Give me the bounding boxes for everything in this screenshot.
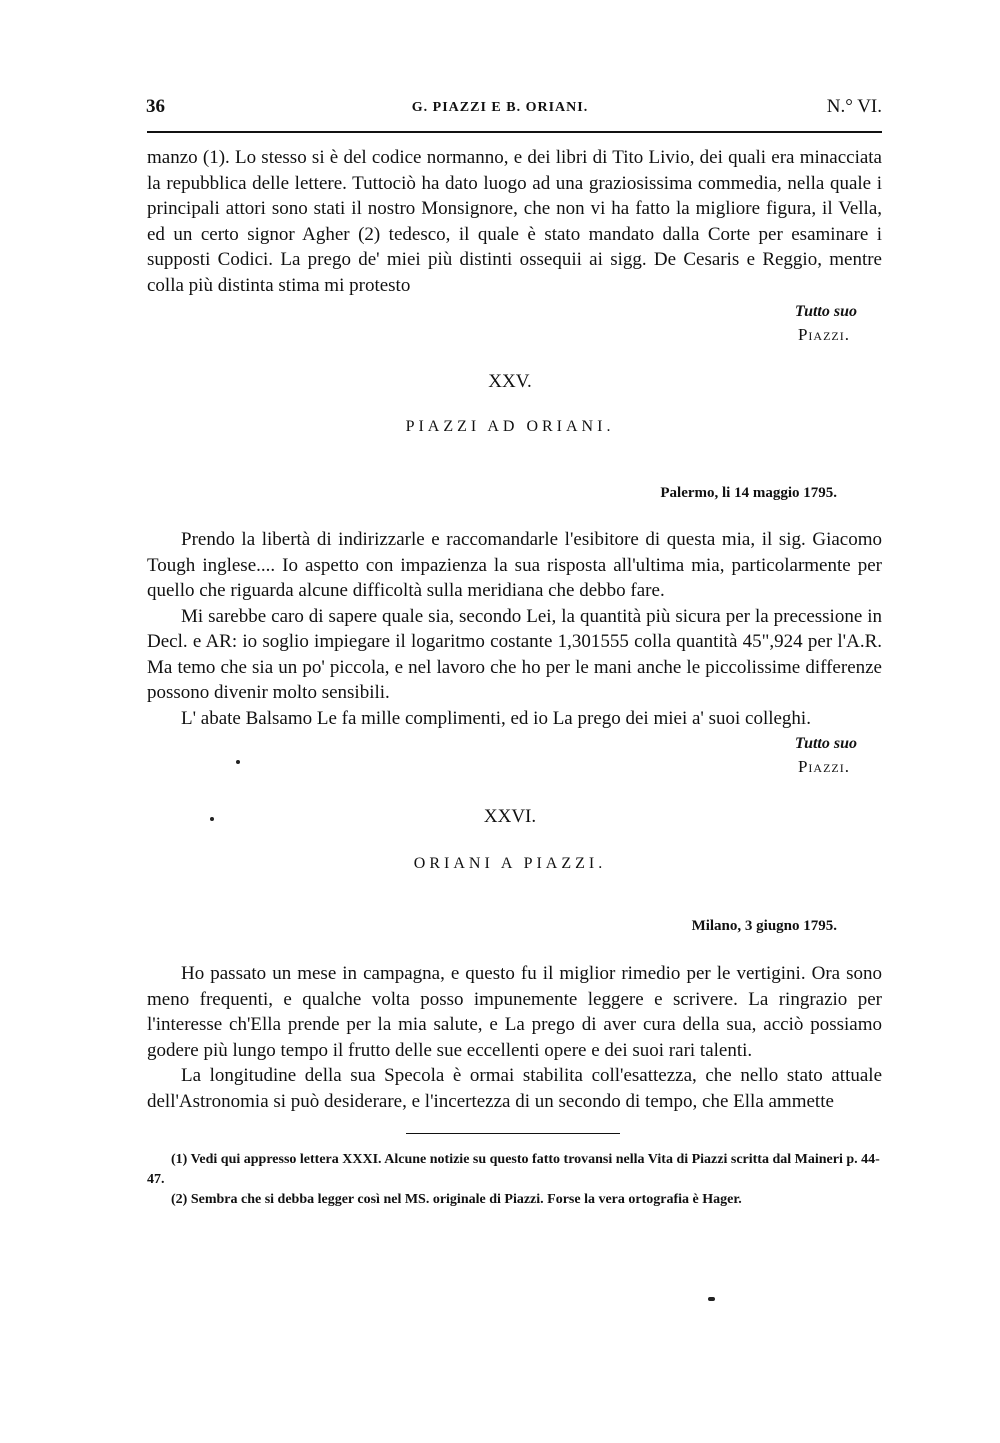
letter-xxvi-number: XXVI. xyxy=(483,806,537,827)
intro-closing: Tutto suo xyxy=(794,303,857,320)
letter-xxv-paragraph-2: Mi sarebbe caro di sapere quale sia, secondo Lei, la quantità più sicura per la precessione in Decl. e AR: io soglio impiegare il logaritmo costante 1,301555 colla quantità 45",924 per l'A.R. Ma temo che sia un po' piccola, e nel lavoro che ho per le mani anche le piccolissime differenze possono divenir molto sensibili. xyxy=(147,605,882,703)
footnotes xyxy=(147,1150,882,1210)
letter-xxv-heading: PIAZZI AD ORIANI. xyxy=(405,418,615,435)
running-title: G. PIAZZI E B. ORIANI. xyxy=(411,100,589,115)
intro-paragraph: manzo (1). Lo stesso si è del codice normanno, e dei libri di Tito Livio, dei quali era minacciata la repubblica delle lettere. Tuttociò ha dato luogo ad una graziosissima commedia, nella quale i principali attori sono stati il nostro Monsignore, che non vi ha fatto la migliore figura, il Vella, ed un certo signor Agher (2) tedesco, il quale è stato mandato dalla Corte per esaminare i supposti Codici. La prego de' miei più distinti ossequii ai sigg. De Cesaris e Reggio, mentre colla più distinta stima mi protesto xyxy=(147,147,882,296)
letter-xxv-signature: Piazzi. xyxy=(797,757,850,776)
scan-speck xyxy=(210,817,214,821)
footnote-2: (2) Sembra che si debba legger così nel MS. originale di Piazzi. Forse la vera ortografia è Hager. xyxy=(171,1192,742,1207)
letter-xxvi-heading: ORIANI A PIAZZI. xyxy=(413,855,607,872)
letter-xxv-body xyxy=(147,527,882,731)
letter-xxv-paragraph-3: L' abate Balsamo Le fa mille complimenti, ed io La prego dei miei a' suoi colleghi. xyxy=(181,707,811,729)
letter-xxv-closing: Tutto suo xyxy=(794,735,857,752)
footnote-1: (1) Vedi qui appresso lettera XXXI. Alcune notizie su questo fatto trovansi nella Vita di Piazzi scritta dal Maineri p. 44-47. xyxy=(147,1152,880,1187)
intro-signature: Piazzi. xyxy=(797,325,850,344)
footnote-rule xyxy=(406,1133,620,1134)
letter-xxvi-paragraph-2: La longitudine della sua Specola è ormai stabilita coll'esattezza, che nello stato attuale dell'Astronomia si può desiderare, e l'incertezza di un secondo di tempo, che Ella ammette xyxy=(147,1065,882,1112)
letter-xxvi-paragraph-1: Ho passato un mese in campagna, e questo fu il miglior rimedio per le vertigini. Ora sono meno frequenti, e qualche volta posso impunemente leggere e scrivere. La ringrazio per l'interesse ch'Ella prende per la mia salute, e La prego di aver cura della sua, acciò possiamo godere più lungo tempo il frutto delle sue eccellenti opere e dei suoi rari talenti. xyxy=(147,963,882,1061)
intro-text xyxy=(147,145,882,298)
page-number: 36 xyxy=(146,96,165,117)
letter-xxv-paragraph-1: Prendo la libertà di indirizzarle e raccomandarle l'esibitore di questa mia, il sig. Giacomo Tough inglese.... Io aspetto con impazienza la sua risposta all'ultima mia, particolarmente per quello che riguarda alcune difficoltà sulla meridiana che debbo fare. xyxy=(147,529,882,601)
section-number: N.° VI. xyxy=(826,96,882,117)
letter-xxvi-date: Milano, 3 giugno 1795. xyxy=(691,918,837,934)
scan-speck xyxy=(236,760,240,764)
letter-xxvi-body xyxy=(147,961,882,1114)
header-rule xyxy=(147,131,882,133)
scan-speck xyxy=(708,1297,715,1301)
letter-xxv-number: XXV. xyxy=(488,371,532,392)
letter-xxv-date: Palermo, li 14 maggio 1795. xyxy=(660,485,837,501)
